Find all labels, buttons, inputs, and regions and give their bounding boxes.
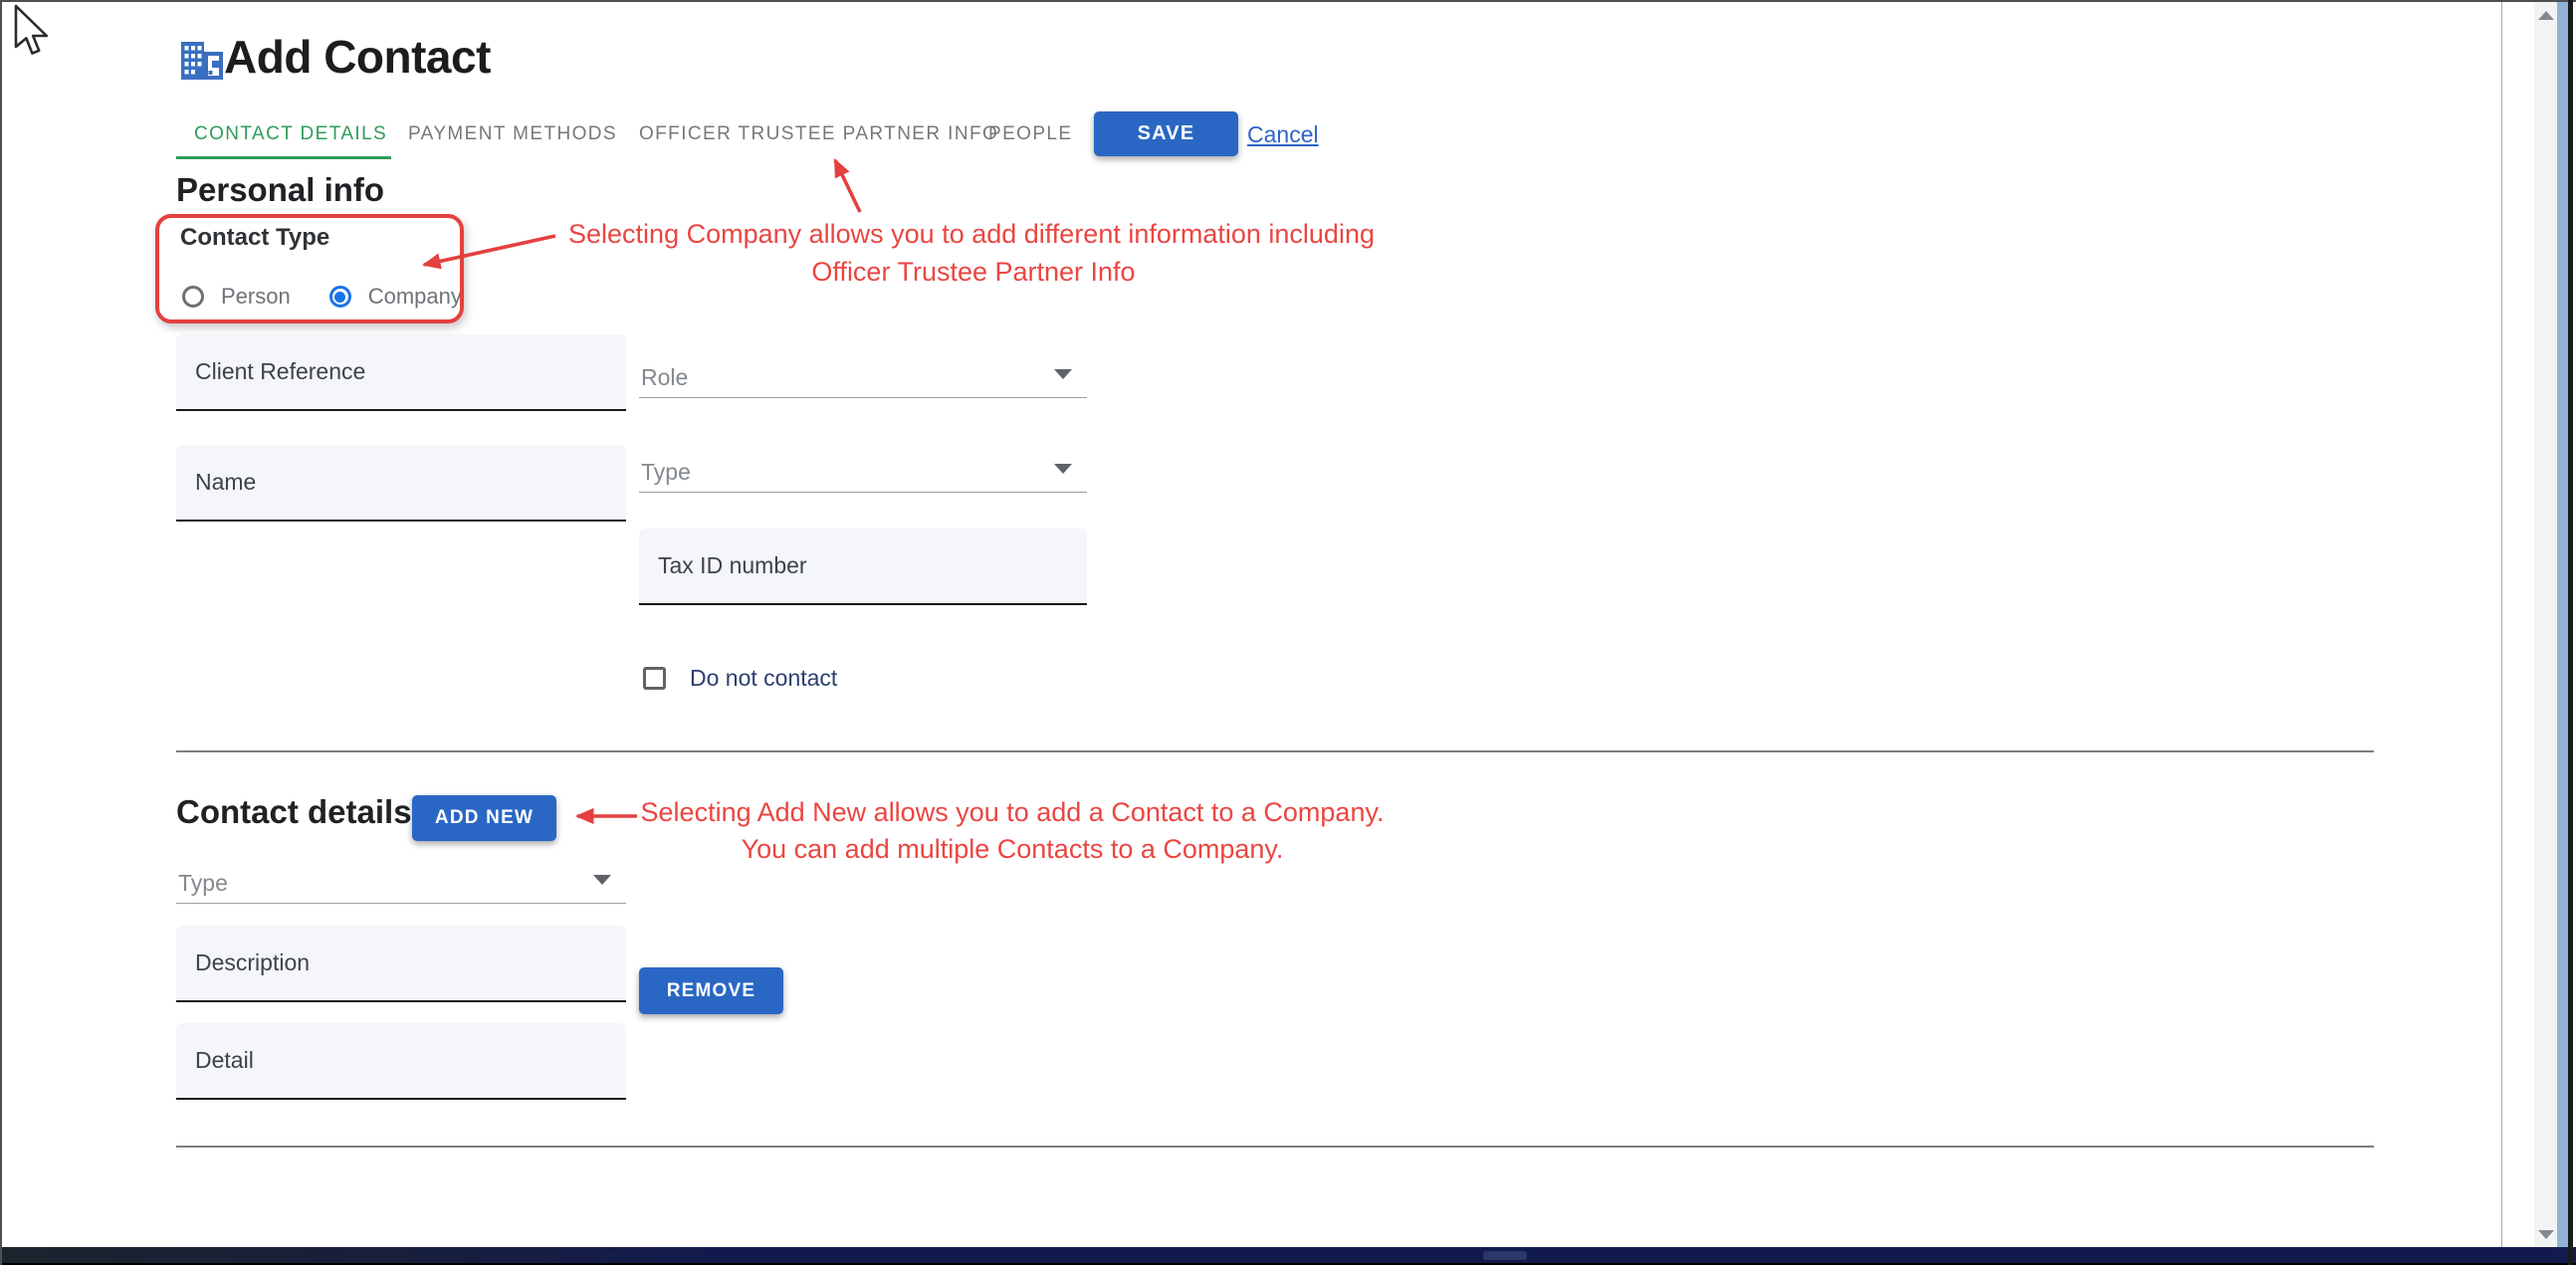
mouse-cursor [10, 4, 56, 67]
tab-officer-trustee-partner-info[interactable]: OFFICER TRUSTEE PARTNER INFO [639, 123, 999, 144]
annotation-add-new-note-line2: You can add multiple Contacts to a Company. [741, 834, 1284, 864]
window-border-top [0, 0, 2576, 2]
detail-label: Detail [195, 1047, 254, 1073]
name-label: Name [195, 469, 257, 495]
window-border-left [0, 0, 2, 1265]
window-border-right [2568, 0, 2573, 1265]
tab-contact-details[interactable]: CONTACT DETAILS [194, 123, 388, 144]
contact-type-label: Contact Type [180, 224, 330, 251]
tax-id-label: Tax ID number [658, 552, 807, 578]
role-label: Role [641, 364, 689, 390]
save-button[interactable]: SAVE [1094, 111, 1238, 156]
page-title: Add Contact [224, 31, 491, 83]
annotation-add-new-note-line1: Selecting Add New allows you to add a Contact to a Company. [640, 797, 1385, 827]
taskbar [0, 1247, 2576, 1265]
personal-info-heading: Personal info [176, 171, 385, 208]
taskbar-widget [1483, 1251, 1527, 1260]
type-label: Type [641, 459, 691, 485]
window-edge-strip [2557, 2, 2568, 1247]
contact-type-field-label: Type [178, 870, 228, 896]
tab-payment-methods[interactable]: PAYMENT METHODS [408, 123, 617, 144]
vertical-scrollbar[interactable] [2534, 2, 2557, 1247]
description-label: Description [195, 949, 311, 975]
do-not-contact-label: Do not contact [690, 665, 838, 691]
add-new-button[interactable]: ADD NEW [412, 795, 556, 841]
cancel-link[interactable]: Cancel [1247, 121, 1319, 147]
client-reference-label: Client Reference [195, 358, 366, 384]
remove-button[interactable]: REMOVE [639, 967, 783, 1014]
tab-people[interactable]: PEOPLE [988, 123, 1073, 144]
scroll-up-arrow-icon[interactable] [2538, 11, 2554, 20]
scroll-down-arrow-icon[interactable] [2538, 1230, 2554, 1239]
content-edge-line [2501, 0, 2502, 1247]
radio-company-label: Company [367, 284, 462, 309]
annotation-company-note-line2: Officer Trustee Partner Info [811, 257, 1136, 287]
radio-person-label: Person [221, 284, 291, 309]
annotation-company-note-line1: Selecting Company allows you to add different information including [568, 219, 1375, 249]
contact-details-heading: Contact details [176, 793, 412, 830]
